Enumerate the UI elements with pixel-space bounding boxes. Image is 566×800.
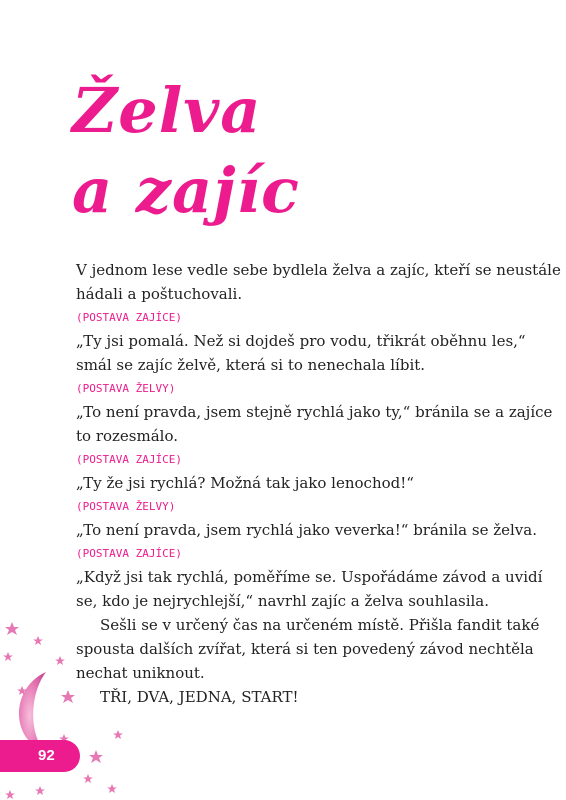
star-icon [55, 656, 65, 665]
story-line: „Ty že jsi rychlá? Možná tak jako lenochod!“ [76, 474, 414, 492]
star-icon [113, 730, 123, 739]
page-number: 92 [38, 747, 55, 764]
character-label: (POSTAVA ŽELVY) [76, 500, 176, 513]
star-icon [5, 622, 19, 635]
character-label: (POSTAVA ZAJÍCE) [76, 547, 182, 560]
story-line: „Ty jsi pomalá. Než si dojdeš pro vodu, třikrát oběhnu les,“ [76, 332, 526, 350]
star-icon [35, 786, 45, 795]
star-icon [5, 790, 15, 799]
story-line: to rozesmálo. [76, 427, 179, 445]
story-line: Sešli se v určený čas na určeném místě. Přišla fandit také [100, 616, 540, 634]
story-text [76, 258, 561, 709]
story-line: „To není pravda, jsem rychlá jako veverka!“ bránila se želva. [76, 521, 537, 539]
character-label: (POSTAVA ŽELVY) [76, 382, 176, 395]
title-line-2: a zajíc [72, 154, 300, 227]
story-line: spousta dalších zvířat, která si ten povedený závod nechtěla [76, 640, 534, 658]
story-line: nechat uniknout. [76, 664, 205, 682]
title-line-1: Želva [72, 74, 262, 147]
story-line: „To není pravda, jsem stejně rychlá jako ty,“ bránila se a zajíce [76, 403, 553, 421]
story-line: hádali a poštuchovali. [76, 285, 243, 303]
story-line: V jednom lese vedle sebe bydlela želva a zajíc, kteří se neustále [76, 261, 561, 279]
star-icon [33, 636, 43, 645]
star-icon [89, 750, 103, 763]
story-line: se, kdo je nejrychlejší,“ navrhl zajíc a želva souhlasila. [76, 592, 490, 610]
story-line: smál se zajíc želvě, která si to nenechala líbit. [76, 356, 426, 374]
character-label: (POSTAVA ZAJÍCE) [76, 453, 182, 466]
star-icon [83, 774, 93, 783]
character-label: (POSTAVA ZAJÍCE) [76, 311, 182, 324]
star-icon [3, 652, 13, 661]
story-line: TŘI, DVA, JEDNA, START! [100, 688, 299, 706]
star-icon [107, 784, 117, 793]
star-icon [61, 690, 75, 703]
story-line: „Když jsi tak rychlá, poměříme se. Uspořádáme závod a uvidí [76, 568, 543, 586]
